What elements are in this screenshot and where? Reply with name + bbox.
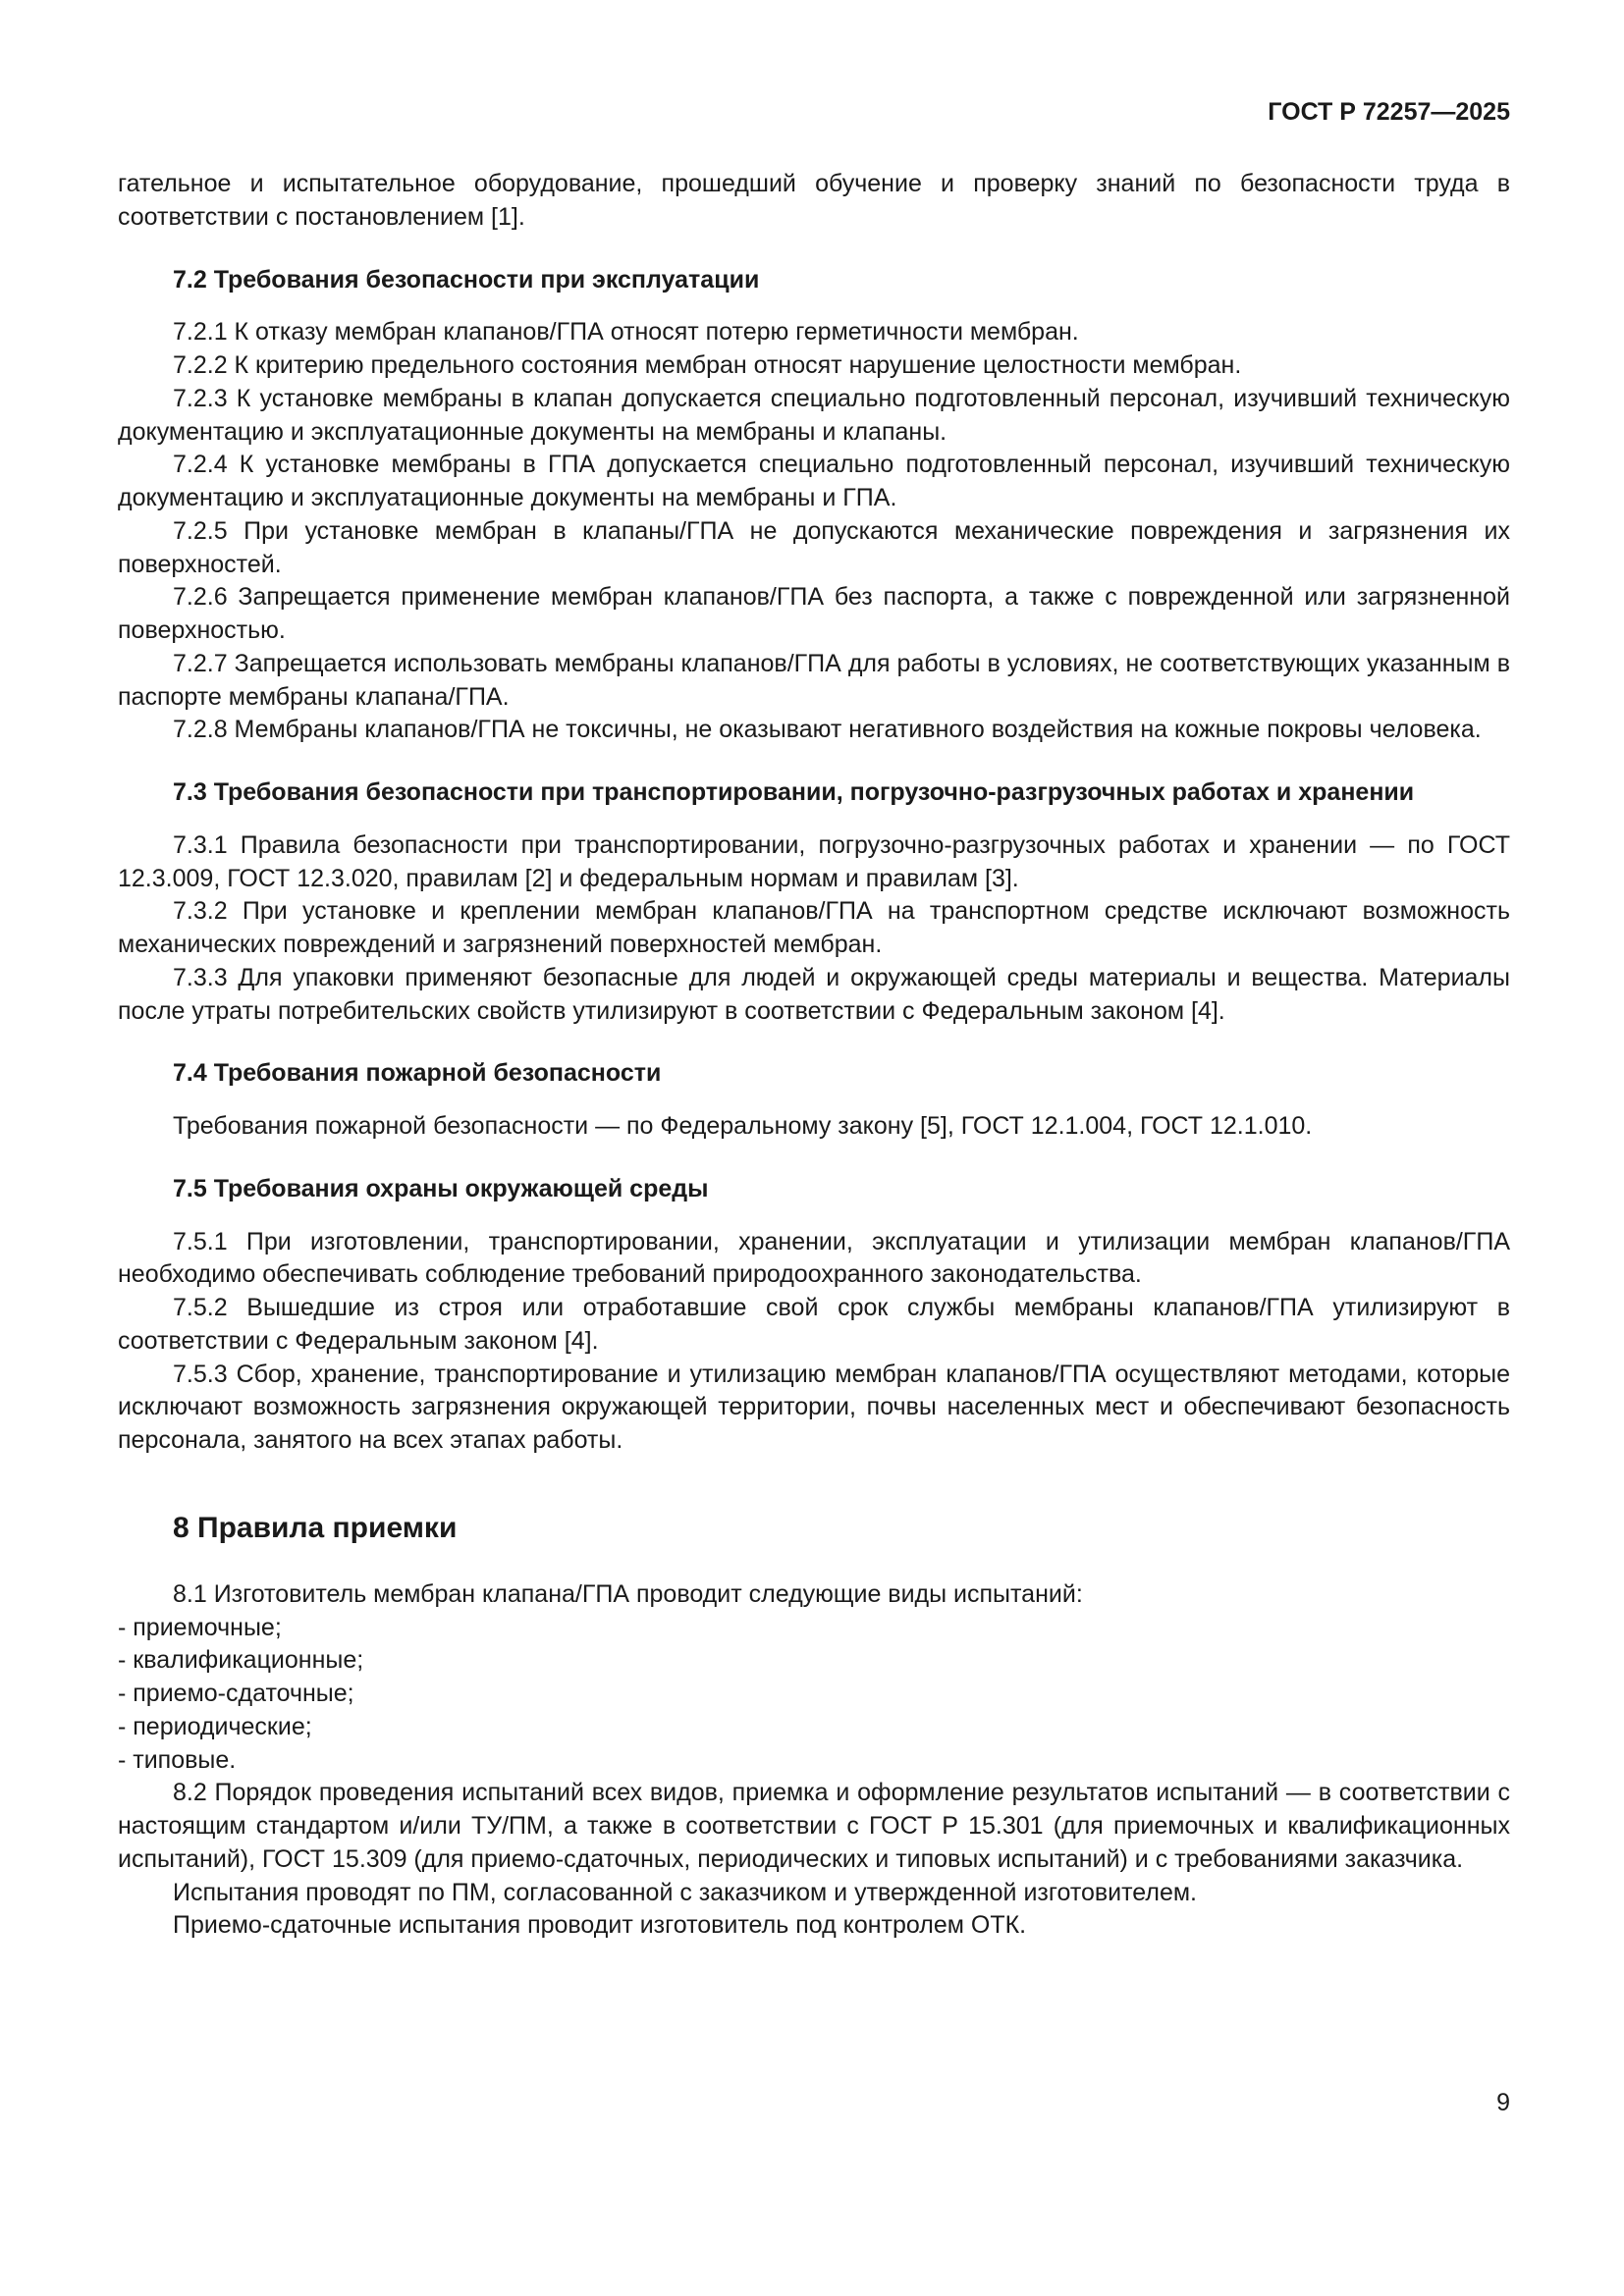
list-item: - периодические; bbox=[118, 1712, 312, 1740]
section-heading: 7.3 Требования безопасности при транспортировании, погрузочно-разгрузочных работах и хранении bbox=[173, 778, 1415, 806]
paragraph: 7.2.3 К установке мембраны в клапан допускается специально подготовленный персонал, изучивший техническую документацию и эксплуатационные документы на мембраны и клапаны. bbox=[118, 384, 1510, 446]
paragraph: 7.2.1 К отказу мембран клапанов/ГПА относят потерю герметичности мембран. bbox=[173, 318, 1079, 347]
paragraph: 7.3.2 При установке и креплении мембран клапанов/ГПА на транспортном средстве исключают возможность механических повреждений и загрязнений поверхностей мембран. bbox=[118, 897, 1510, 958]
paragraph: 7.3.1 Правила безопасности при транспортировании, погрузочно-разгрузочных работах и хранении — по ГОСТ 12.3.009, ГОСТ 12.3.020, правилам [2] и федеральным нормам и правилам [3]. bbox=[118, 830, 1510, 892]
paragraph: 7.5.3 Сбор, хранение, транспортирование и утилизацию мембран клапанов/ГПА осуществляют методами, которые исключают возможность загрязнения окружающей территории, почвы населенных мест и обеспечивают безопасность персонала, занятого на всех этапах работы. bbox=[118, 1360, 1510, 1454]
list-item: - приемо-сдаточные; bbox=[118, 1680, 354, 1707]
section-heading: 7.5 Требования охраны окружающей среды bbox=[173, 1174, 709, 1202]
page-number: 9 bbox=[1496, 2089, 1510, 2116]
paragraph: 7.2.4 К установке мембраны в ГПА допускается специально подготовленный персонал, изучивший техническую документацию и эксплуатационные документы на мембраны и ГПА. bbox=[118, 451, 1510, 511]
paragraph: 7.5.1 При изготовлении, транспортировании, хранении, эксплуатации и утилизации мембран клапанов/ГПА необходимо обеспечивать соблюдение требований природоохранного законодательства. bbox=[118, 1227, 1510, 1289]
section-heading: 7.2 Требования безопасности при эксплуатации bbox=[173, 265, 760, 294]
paragraph: 8.2 Порядок проведения испытаний всех видов, приемка и оформление результатов испытаний — в соответствии с настоящим стандартом и/или ТУ/ПМ, а также в соответствии с ГОСТ Р 15.301 (для приемочных и квалификационных испытаний), ГОСТ 15.309 (для приемо-сдаточных, периодических и типовых испытаний) и с требованиями заказчика. bbox=[118, 1779, 1510, 1873]
paragraph: 7.2.8 Мембраны клапанов/ГПА не токсичны, не оказывают негативного воздействия на кожные покровы человека. bbox=[173, 716, 1482, 744]
paragraph: гательное и испытательное оборудование, прошедший обучение и проверку знаний по безопасности труда в соответствии с постановлением [1]. bbox=[118, 170, 1510, 231]
paragraph: Требования пожарной безопасности — по Федеральному закону [5], ГОСТ 12.1.004, ГОСТ 12.1.010. bbox=[173, 1112, 1313, 1140]
list-item: - типовые. bbox=[118, 1745, 237, 1774]
section-heading: 8 Правила приемки bbox=[173, 1511, 458, 1544]
paragraph: Приемо-сдаточные испытания проводит изготовитель под контролем ОТК. bbox=[173, 1911, 1027, 1940]
list-item: - приемочные; bbox=[118, 1613, 282, 1641]
paragraph: 7.2.5 При установке мембран в клапаны/ГПА не допускаются механические повреждения и загрязнения их поверхностей. bbox=[118, 516, 1510, 578]
document-body bbox=[118, 168, 1510, 1943]
doc-number: ГОСТ Р 72257—2025 bbox=[1268, 98, 1510, 126]
paragraph: 7.5.2 Вышедшие из строя или отработавшие свой срок службы мембраны клапанов/ГПА утилизируют в соответствии с Федеральным законом [4]. bbox=[118, 1294, 1510, 1355]
paragraph: 8.1 Изготовитель мембран клапана/ГПА проводит следующие виды испытаний: bbox=[173, 1579, 1083, 1608]
paragraph: Испытания проводят по ПМ, согласованной с заказчиком и утвержденной изготовителем. bbox=[173, 1878, 1198, 1906]
paragraph: 7.2.7 Запрещается использовать мембраны клапанов/ГПА для работы в условиях, не соответствующих указанным в паспорте мембраны клапана/ГПА. bbox=[118, 649, 1510, 711]
paragraph: 7.2.2 К критерию предельного состояния мембран относят нарушение целостности мембран. bbox=[173, 351, 1242, 379]
list-item: - квалификационные; bbox=[118, 1646, 364, 1675]
page-header bbox=[118, 98, 1510, 127]
paragraph: 7.2.6 Запрещается применение мембран клапанов/ГПА без паспорта, а также с поврежденной или загрязненной поверхностью. bbox=[118, 583, 1510, 644]
paragraph: 7.3.3 Для упаковки применяют безопасные для людей и окружающей среды материалы и вещества. Материалы после утраты потребительских свойств утилизируют в соответствии с Федеральным законом [4]. bbox=[118, 963, 1510, 1025]
page-footer bbox=[1496, 2089, 1510, 2117]
section-heading: 7.4 Требования пожарной безопасности bbox=[173, 1059, 662, 1088]
